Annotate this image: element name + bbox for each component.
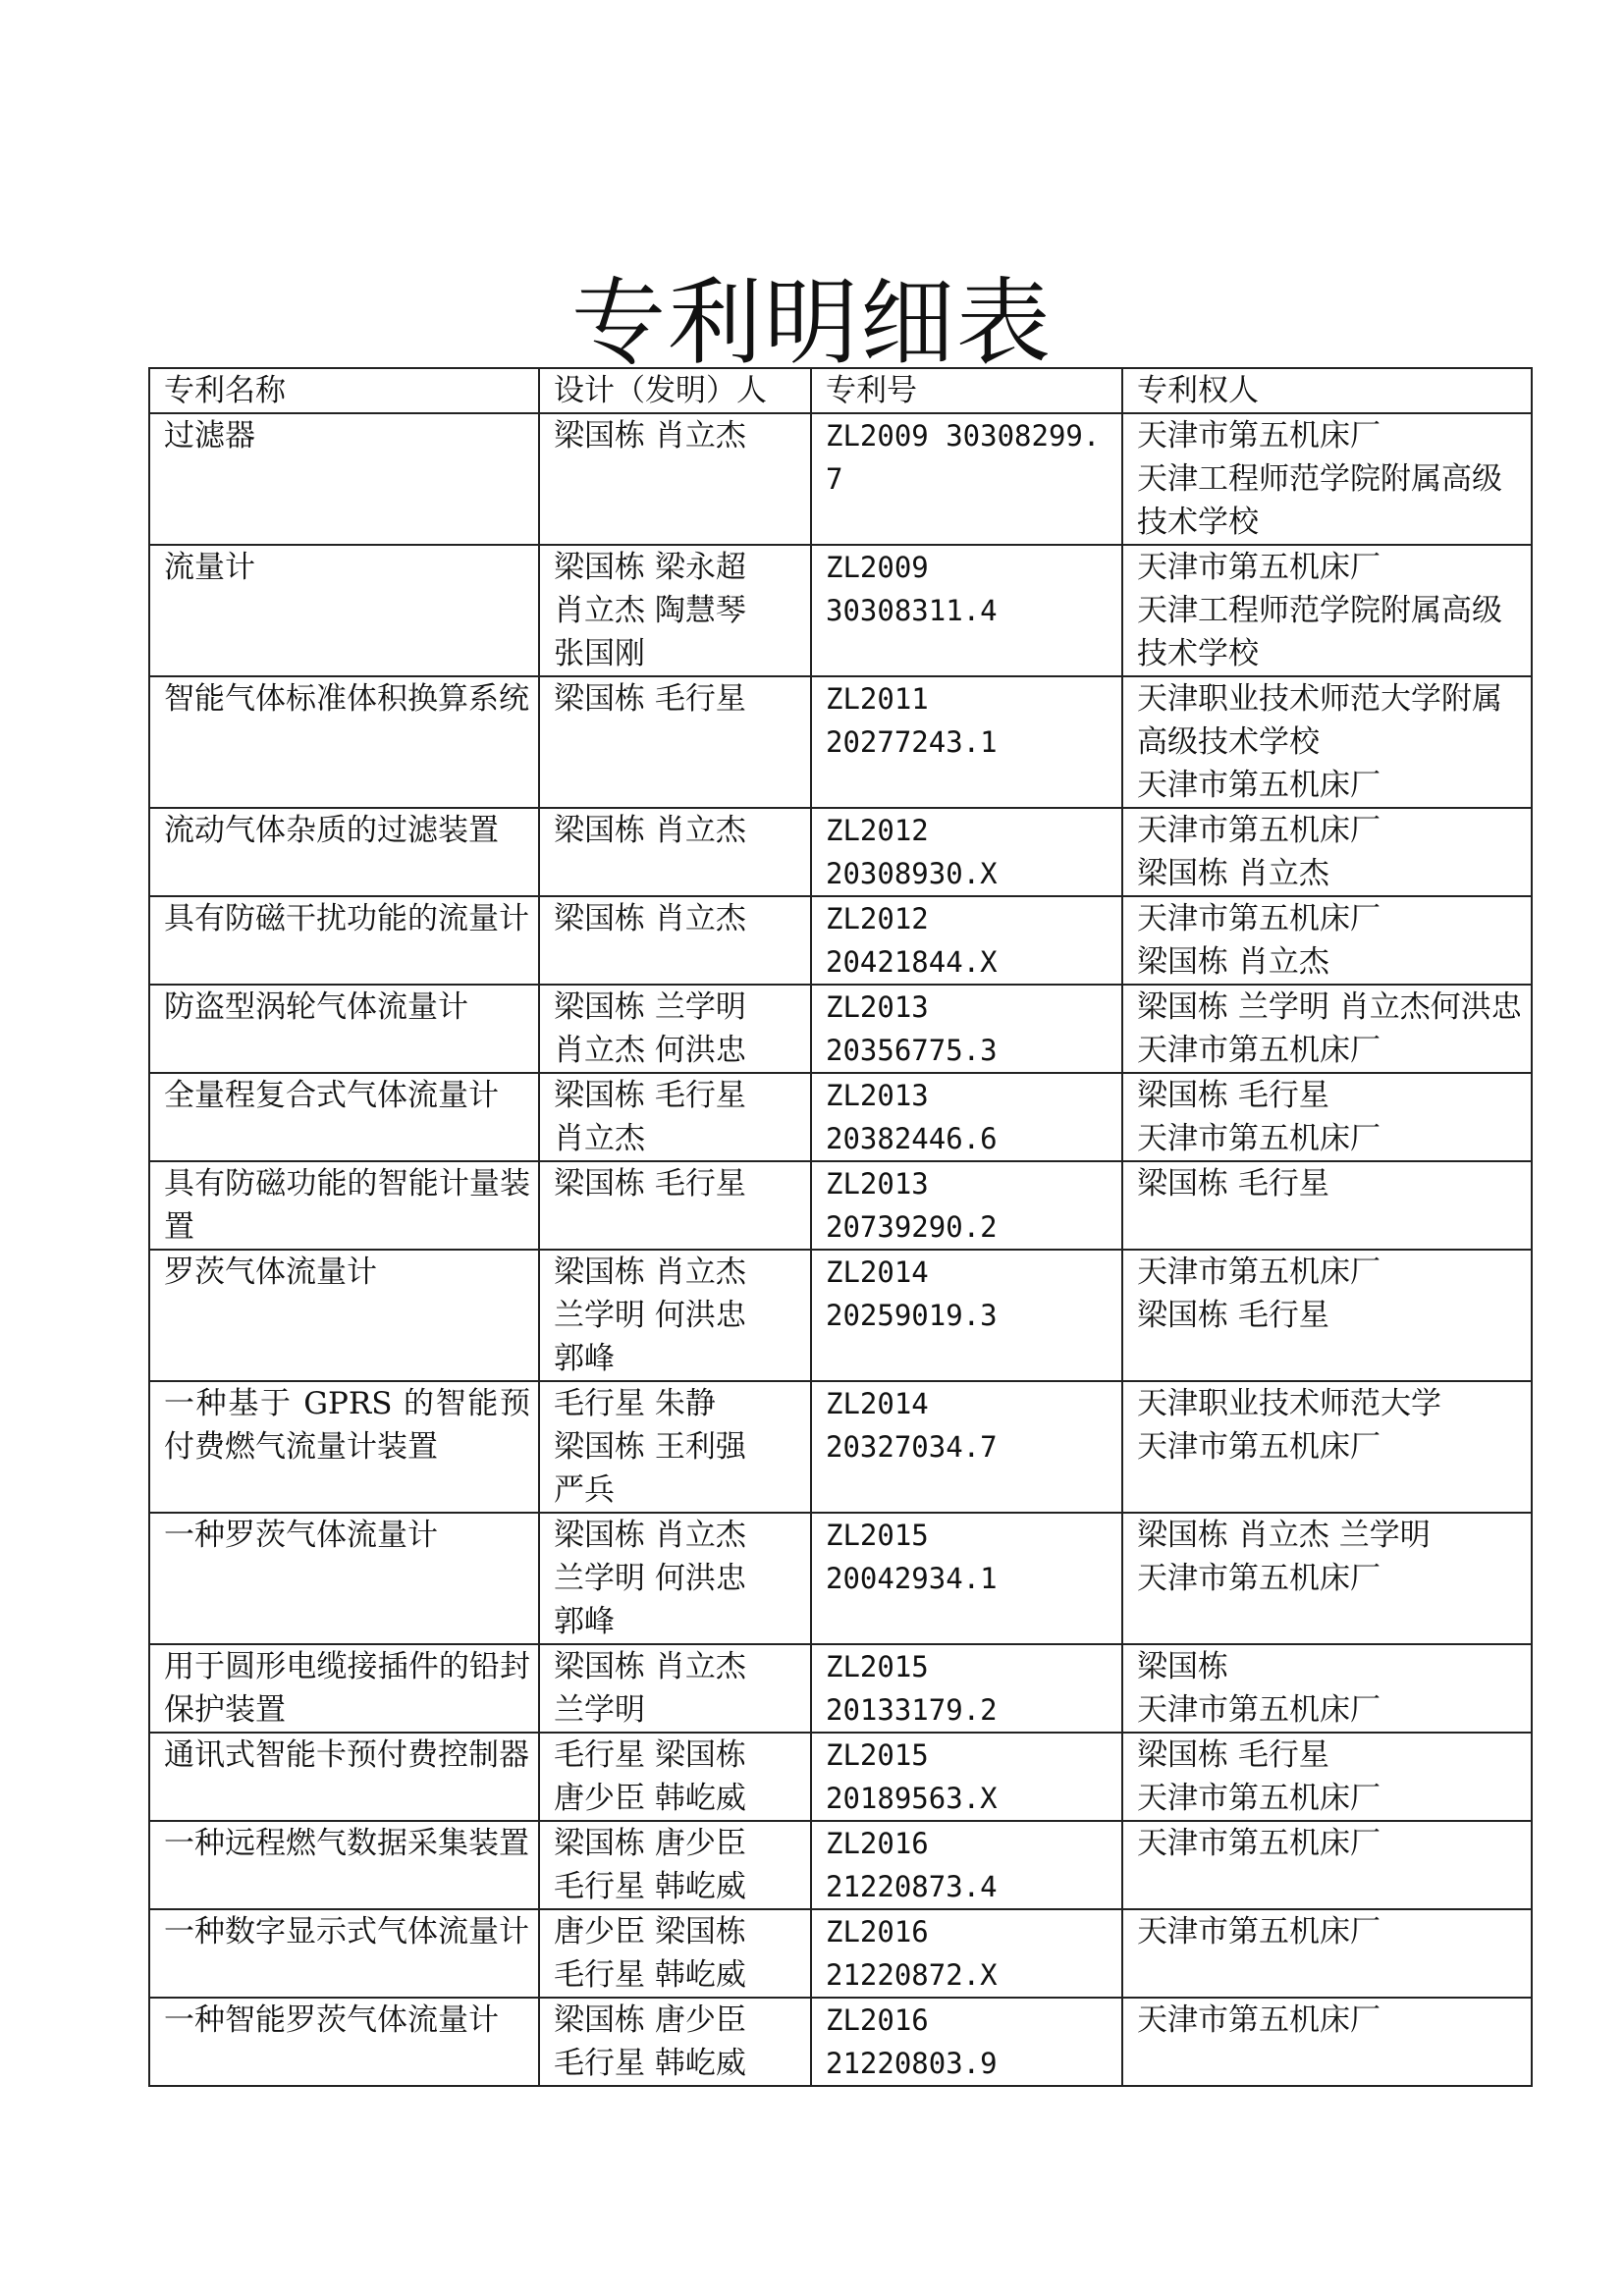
patent-number-line: 20382446.6 [826,1122,998,1155]
patent-number-cell [811,1733,1122,1821]
inventor-line: 唐少臣 梁国栋 [554,1914,746,1949]
patent-name-cell: 一种智能罗茨气体流量计 [149,1998,539,2086]
patent-number-line: 20259019.3 [826,1299,998,1332]
owner-line: 天津市第五机床厂 [1137,901,1380,936]
inventors-cell [539,808,811,896]
patent-number-cell [811,413,1122,545]
table-row [149,1381,1532,1513]
owner-line: 天津工程师范学院附属高级技术学校 [1137,593,1502,671]
patent-owner-cell [1122,545,1532,676]
patent-number-line: 20327034.7 [826,1430,998,1464]
inventor-line: 郭峰 [554,1604,615,1639]
table-row [149,545,1532,676]
patent-number-cell [811,1513,1122,1644]
inventor-line: 梁国栋 梁永超 [554,550,746,585]
header-patent-owner: 专利权人 [1122,368,1532,413]
owner-line: 天津市第五机床厂 [1137,1255,1380,1290]
inventor-line: 郭峰 [554,1341,615,1376]
patent-owner-cell [1122,1250,1532,1381]
owner-line: 天津市第五机床厂 [1137,1914,1380,1949]
inventors-cell [539,545,811,676]
patent-name-cell: 一种远程燃气数据采集装置 [149,1821,539,1909]
inventor-line: 毛行星 韩屹威 [554,1957,746,1993]
patent-owner-cell [1122,985,1532,1073]
table-row [149,985,1532,1073]
patent-number-line: ZL2013 [826,1079,929,1112]
owner-line: 梁国栋 肖立杰 兰学明 [1137,1518,1431,1553]
table-row [149,676,1532,808]
patent-owner-cell [1122,1513,1532,1644]
patent-owner-cell [1122,808,1532,896]
owner-line: 天津市第五机床厂 [1137,1429,1380,1465]
patent-number-line: 20189563.X [826,1782,998,1815]
table-header-row [149,368,1532,413]
patent-owner-cell [1122,676,1532,808]
patent-name-cell: 罗茨气体流量计 [149,1250,539,1381]
patent-owner-cell [1122,1909,1532,1998]
inventors-cell [539,1073,811,1161]
inventor-line: 肖立杰 陶慧琴 [554,593,746,628]
patent-owner-cell [1122,1733,1532,1821]
patent-number-line: ZL2012 [826,902,929,935]
inventor-line: 梁国栋 肖立杰 [554,813,746,848]
patent-owner-cell [1122,1381,1532,1513]
patent-number-cell [811,1073,1122,1161]
patent-number-line: 21220872.X [826,1958,998,1992]
owner-line: 天津市第五机床厂 [1137,1561,1380,1596]
patent-number-line: ZL2009 [826,551,929,584]
inventor-line: 毛行星 韩屹威 [554,2046,746,2081]
owner-line: 梁国栋 毛行星 [1137,1166,1329,1201]
patent-number-line: 20042934.1 [826,1562,998,1595]
owner-line: 天津市第五机床厂 [1137,813,1380,848]
patent-name-cell: 智能气体标准体积换算系统 [149,676,539,808]
inventor-line: 梁国栋 肖立杰 [554,1649,746,1684]
patent-number-line: ZL2014 [826,1255,929,1289]
inventor-line: 梁国栋 王利强 [554,1429,746,1465]
patent-number-cell [811,808,1122,896]
patent-number-line: ZL2016 [826,1827,929,1860]
inventors-cell [539,1513,811,1644]
patent-owner-cell [1122,896,1532,985]
patent-number-cell [811,896,1122,985]
owner-line: 梁国栋 [1137,1649,1228,1684]
patent-number-line: 21220873.4 [826,1870,998,1903]
patent-number-cell [811,545,1122,676]
table-row [149,808,1532,896]
inventor-line: 梁国栋 毛行星 [554,1078,746,1113]
table-row [149,896,1532,985]
inventors-cell [539,896,811,985]
table-row [149,1821,1532,1909]
patent-name-cell: 流动气体杂质的过滤装置 [149,808,539,896]
inventor-line: 梁国栋 肖立杰 [554,1518,746,1553]
owner-line: 梁国栋 兰学明 肖立杰何洪忠 [1137,989,1522,1025]
patent-number-cell [811,676,1122,808]
patent-name-cell: 一种基于 GPRS 的智能预付费燃气流量计装置 [149,1381,539,1513]
inventor-line: 肖立杰 [554,1121,645,1156]
patent-name-cell: 用于圆形电缆接插件的铅封保护装置 [149,1644,539,1733]
header-patent-number: 专利号 [811,368,1122,413]
patent-number-line: ZL2012 [826,814,929,847]
owner-line: 天津市第五机床厂 [1137,1033,1380,1068]
inventors-cell [539,1381,811,1513]
patent-number-line: ZL2015 [826,1738,929,1772]
inventor-line: 梁国栋 唐少臣 [554,2002,746,2038]
patent-name-cell: 一种罗茨气体流量计 [149,1513,539,1644]
patent-number-cell [811,1644,1122,1733]
patent-number-line: 21220803.9 [826,2047,998,2080]
inventor-line: 梁国栋 肖立杰 [554,901,746,936]
owner-line: 天津市第五机床厂 [1137,1692,1380,1728]
patent-number-line: ZL2015 [826,1650,929,1683]
inventor-line: 毛行星 梁国栋 [554,1737,746,1773]
inventors-cell [539,1998,811,2086]
owner-line: 天津市第五机床厂 [1137,768,1380,803]
patent-number-line: 20421844.X [826,945,998,979]
owner-line: 天津工程师范学院附属高级技术学校 [1137,461,1502,540]
patent-name-cell: 一种数字显示式气体流量计 [149,1909,539,1998]
inventor-line: 严兵 [554,1472,615,1508]
inventors-cell [539,1909,811,1998]
inventors-cell [539,1733,811,1821]
page-title: 专利明细表 [571,268,1053,379]
table-row [149,413,1532,545]
patent-number-cell [811,1998,1122,2086]
owner-line: 天津市第五机床厂 [1137,1781,1380,1816]
table-row [149,1644,1532,1733]
patent-number-cell [811,1161,1122,1250]
patent-number-line: 20308930.X [826,857,998,890]
patent-number-line: ZL2016 [826,2003,929,2037]
inventor-line: 兰学明 何洪忠 [554,1561,746,1596]
inventor-line: 兰学明 [554,1692,645,1728]
patent-number-cell [811,1821,1122,1909]
inventor-line: 兰学明 何洪忠 [554,1298,746,1333]
patent-number-line: 20277243.1 [826,725,998,759]
patent-number-cell [811,1909,1122,1998]
owner-line: 天津市第五机床厂 [1137,418,1380,454]
patent-owner-cell [1122,1821,1532,1909]
patent-name-cell: 全量程复合式气体流量计 [149,1073,539,1161]
table-row [149,1161,1532,1250]
owner-line: 梁国栋 毛行星 [1137,1078,1329,1113]
owner-line: 梁国栋 毛行星 [1137,1298,1329,1333]
patent-number-line: 30308311.4 [826,594,998,627]
table-row [149,1073,1532,1161]
owner-line: 天津市第五机床厂 [1137,1121,1380,1156]
inventors-cell [539,676,811,808]
patent-number-line: ZL2016 [826,1915,929,1949]
inventor-line: 梁国栋 毛行星 [554,1166,746,1201]
inventor-line: 梁国栋 毛行星 [554,681,746,717]
inventor-line: 肖立杰 何洪忠 [554,1033,746,1068]
inventor-line: 梁国栋 肖立杰 [554,418,746,454]
patent-owner-cell [1122,413,1532,545]
inventor-line: 毛行星 韩屹威 [554,1869,746,1904]
patent-number-cell [811,1250,1122,1381]
inventors-cell [539,1250,811,1381]
patent-number-line: ZL2013 [826,990,929,1024]
patent-number-cell [811,985,1122,1073]
patent-number-line: ZL2009 30308299.7 [826,419,1101,496]
patent-owner-cell [1122,1161,1532,1250]
inventors-cell [539,1644,811,1733]
inventor-line: 梁国栋 肖立杰 [554,1255,746,1290]
patent-number-cell [811,1381,1122,1513]
patent-rows [149,413,1532,2086]
table-row [149,1998,1532,2086]
patent-number-line: 20356775.3 [826,1034,998,1067]
owner-line: 梁国栋 毛行星 [1137,1737,1329,1773]
owner-line: 天津职业技术师范大学 [1137,1386,1441,1421]
patent-number-line: ZL2013 [826,1167,929,1201]
inventor-line: 梁国栋 唐少臣 [554,1826,746,1861]
owner-line: 天津市第五机床厂 [1137,550,1380,585]
inventor-line: 毛行星 朱静 [554,1386,716,1421]
patent-name-cell: 通讯式智能卡预付费控制器 [149,1733,539,1821]
inventors-cell [539,413,811,545]
patent-name-cell: 防盗型涡轮气体流量计 [149,985,539,1073]
patent-table [148,367,1533,2087]
owner-line: 天津市第五机床厂 [1137,2002,1380,2038]
inventor-line: 张国刚 [554,636,645,671]
owner-line: 天津职业技术师范大学附属高级技术学校 [1137,681,1502,760]
patent-number-line: ZL2015 [826,1519,929,1552]
inventors-cell [539,985,811,1073]
header-inventors: 设计（发明）人 [539,368,811,413]
owner-line: 梁国栋 肖立杰 [1137,944,1329,980]
inventor-line: 梁国栋 兰学明 [554,989,746,1025]
inventor-line: 唐少臣 韩屹威 [554,1781,746,1816]
patent-name-cell: 具有防磁功能的智能计量装置 [149,1161,539,1250]
owner-line: 梁国栋 肖立杰 [1137,856,1329,891]
patent-owner-cell [1122,1998,1532,2086]
table-row [149,1513,1532,1644]
patent-number-line: ZL2014 [826,1387,929,1420]
inventors-cell [539,1821,811,1909]
patent-number-line: 20739290.2 [826,1210,998,1244]
patent-number-line: ZL2011 [826,682,929,716]
table-row [149,1250,1532,1381]
table-row [149,1733,1532,1821]
patent-owner-cell [1122,1073,1532,1161]
patent-number-line: 20133179.2 [826,1693,998,1727]
patent-name-cell: 过滤器 [149,413,539,545]
table-row [149,1909,1532,1998]
patent-name-cell: 流量计 [149,545,539,676]
patent-name-cell: 具有防磁干扰功能的流量计 [149,896,539,985]
owner-line: 天津市第五机床厂 [1137,1826,1380,1861]
header-patent-name: 专利名称 [149,368,539,413]
inventors-cell [539,1161,811,1250]
patent-owner-cell [1122,1644,1532,1733]
